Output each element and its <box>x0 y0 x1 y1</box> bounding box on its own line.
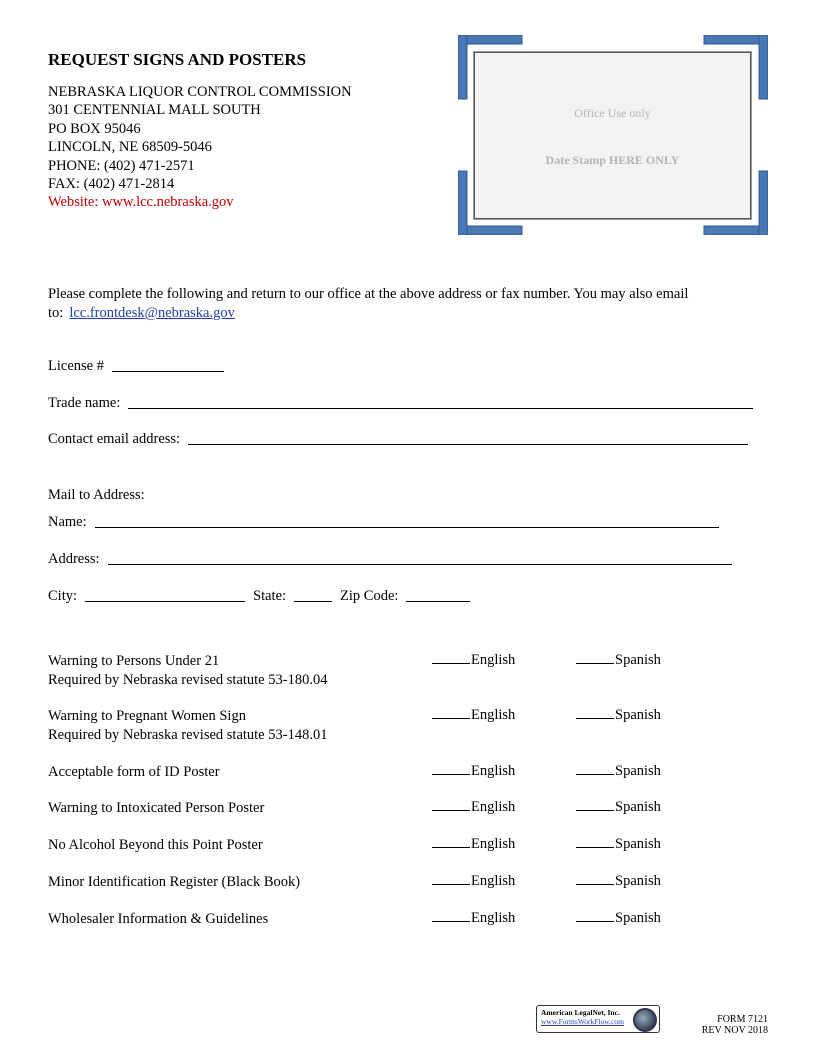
english-blank[interactable] <box>432 717 470 719</box>
english-option <box>432 799 515 816</box>
name-input-line[interactable] <box>95 526 719 528</box>
email-link[interactable]: lcc.frontdesk@nebraska.gov <box>69 305 235 321</box>
spanish-option <box>576 707 661 724</box>
poster-item-1 <box>48 652 327 690</box>
english-label: English <box>471 707 516 723</box>
spanish-blank[interactable] <box>576 846 614 848</box>
name-label: Name: <box>48 514 87 530</box>
commission-address <box>48 83 352 212</box>
spanish-blank[interactable] <box>576 920 614 922</box>
english-blank[interactable] <box>432 773 470 775</box>
address-input-line[interactable] <box>108 563 732 565</box>
english-label: English <box>471 873 516 889</box>
english-option <box>432 763 515 780</box>
spanish-label: Spanish <box>615 873 661 889</box>
address-line: 301 CENTENNIAL MALL SOUTH <box>48 102 261 119</box>
logo-name: American LegalNet, Inc. <box>541 1008 620 1017</box>
spanish-label: Spanish <box>615 799 661 815</box>
spanish-blank[interactable] <box>576 809 614 811</box>
english-label: English <box>471 910 516 926</box>
english-label: English <box>471 799 516 815</box>
spanish-label: Spanish <box>615 707 661 723</box>
spanish-blank[interactable] <box>576 883 614 885</box>
spanish-label: Spanish <box>615 652 661 668</box>
poster-item-label: No Alcohol Beyond this Point Poster <box>48 837 263 853</box>
spanish-blank[interactable] <box>576 773 614 775</box>
instructions-text: Please complete the following and return to our office at the above address or fax number. You may also email to: <box>48 286 689 321</box>
poster-item-5 <box>48 836 263 855</box>
state-label: State: <box>253 588 287 604</box>
state-input-line[interactable] <box>294 600 332 602</box>
english-option <box>432 707 515 724</box>
poster-item-label: Wholesaler Information & Guidelines <box>48 911 269 927</box>
english-label: English <box>471 763 516 779</box>
logo-site[interactable]: www.FormsWorkFlow.com <box>541 1017 625 1026</box>
office-use-label: Office Use only <box>574 106 651 120</box>
poster-item-label: Warning to Persons Under 21 <box>48 653 220 669</box>
date-stamp-label: Date Stamp HERE ONLY <box>545 153 680 167</box>
poster-item-2 <box>48 707 327 745</box>
form-identifier <box>690 1014 768 1036</box>
english-option <box>432 873 515 890</box>
poster-item-label: Warning to Intoxicated Person Poster <box>48 800 265 816</box>
trade-name-field <box>48 395 753 412</box>
english-blank[interactable] <box>432 809 470 811</box>
address-line: LINCOLN, NE 68509-5046 <box>48 139 212 156</box>
contact-email-input-line[interactable] <box>188 443 748 445</box>
zip-input-line[interactable] <box>406 600 470 602</box>
poster-item-label: Minor Identification Register (Black Book) <box>48 874 301 890</box>
address-field <box>48 551 732 568</box>
spanish-option <box>576 873 661 890</box>
form-revision: REV NOV 2018 <box>701 1025 768 1036</box>
address-label: Address: <box>48 551 100 567</box>
city-state-zip-field <box>48 588 470 605</box>
english-label: English <box>471 652 516 668</box>
website-link[interactable]: Website: www.lcc.nebraska.gov <box>48 194 234 211</box>
american-legalnet-logo <box>536 1005 660 1033</box>
phone-line: PHONE: (402) 471-2571 <box>48 157 195 174</box>
spanish-label: Spanish <box>615 763 661 779</box>
spanish-label: Spanish <box>615 836 661 852</box>
spanish-option <box>576 652 661 669</box>
license-label: License # <box>48 358 104 374</box>
mail-to-label: Mail to Address: <box>48 487 145 503</box>
fax-line: FAX: (402) 471-2814 <box>48 176 175 193</box>
city-label: City: <box>48 588 78 604</box>
poster-item-3 <box>48 763 220 782</box>
english-option <box>432 652 515 669</box>
spanish-blank[interactable] <box>576 717 614 719</box>
license-input-line[interactable] <box>112 370 224 372</box>
poster-item-statute: Required by Nebraska revised statute 53-148.01 <box>48 727 328 743</box>
english-option <box>432 836 515 853</box>
poster-item-label: Warning to Pregnant Women Sign <box>48 708 246 724</box>
mail-to-heading <box>48 487 145 504</box>
spanish-blank[interactable] <box>576 662 614 664</box>
english-blank[interactable] <box>432 662 470 664</box>
contact-email-field <box>48 431 748 448</box>
poster-item-7 <box>48 910 268 929</box>
poster-item-6 <box>48 873 300 892</box>
zip-label: Zip Code: <box>340 588 399 604</box>
poster-item-label: Acceptable form of ID Poster <box>48 764 220 780</box>
spanish-option <box>576 763 661 780</box>
city-input-line[interactable] <box>85 600 245 602</box>
english-blank[interactable] <box>432 920 470 922</box>
form-number: FORM 7121 <box>717 1014 768 1025</box>
contact-email-label: Contact email address: <box>48 431 181 447</box>
english-option <box>432 910 515 927</box>
name-field <box>48 514 719 531</box>
trade-name-input-line[interactable] <box>128 407 753 409</box>
poster-item-4 <box>48 799 264 818</box>
trade-name-label: Trade name: <box>48 395 121 411</box>
address-line: NEBRASKA LIQUOR CONTROL COMMISSION <box>48 84 352 100</box>
address-line: PO BOX 95046 <box>48 120 141 137</box>
stamp-area <box>474 52 751 219</box>
spanish-label: Spanish <box>615 910 661 926</box>
spanish-option <box>576 836 661 853</box>
instructions <box>48 285 768 323</box>
license-field <box>48 358 224 375</box>
english-blank[interactable] <box>432 846 470 848</box>
logo-badge-icon <box>633 1008 657 1032</box>
english-label: English <box>471 836 516 852</box>
spanish-option <box>576 910 661 927</box>
english-blank[interactable] <box>432 883 470 885</box>
poster-item-statute: Required by Nebraska revised statute 53-180.04 <box>48 672 328 688</box>
page-title: REQUEST SIGNS AND POSTERS <box>48 50 307 69</box>
office-use-stamp-box <box>458 35 768 235</box>
spanish-option <box>576 799 661 816</box>
